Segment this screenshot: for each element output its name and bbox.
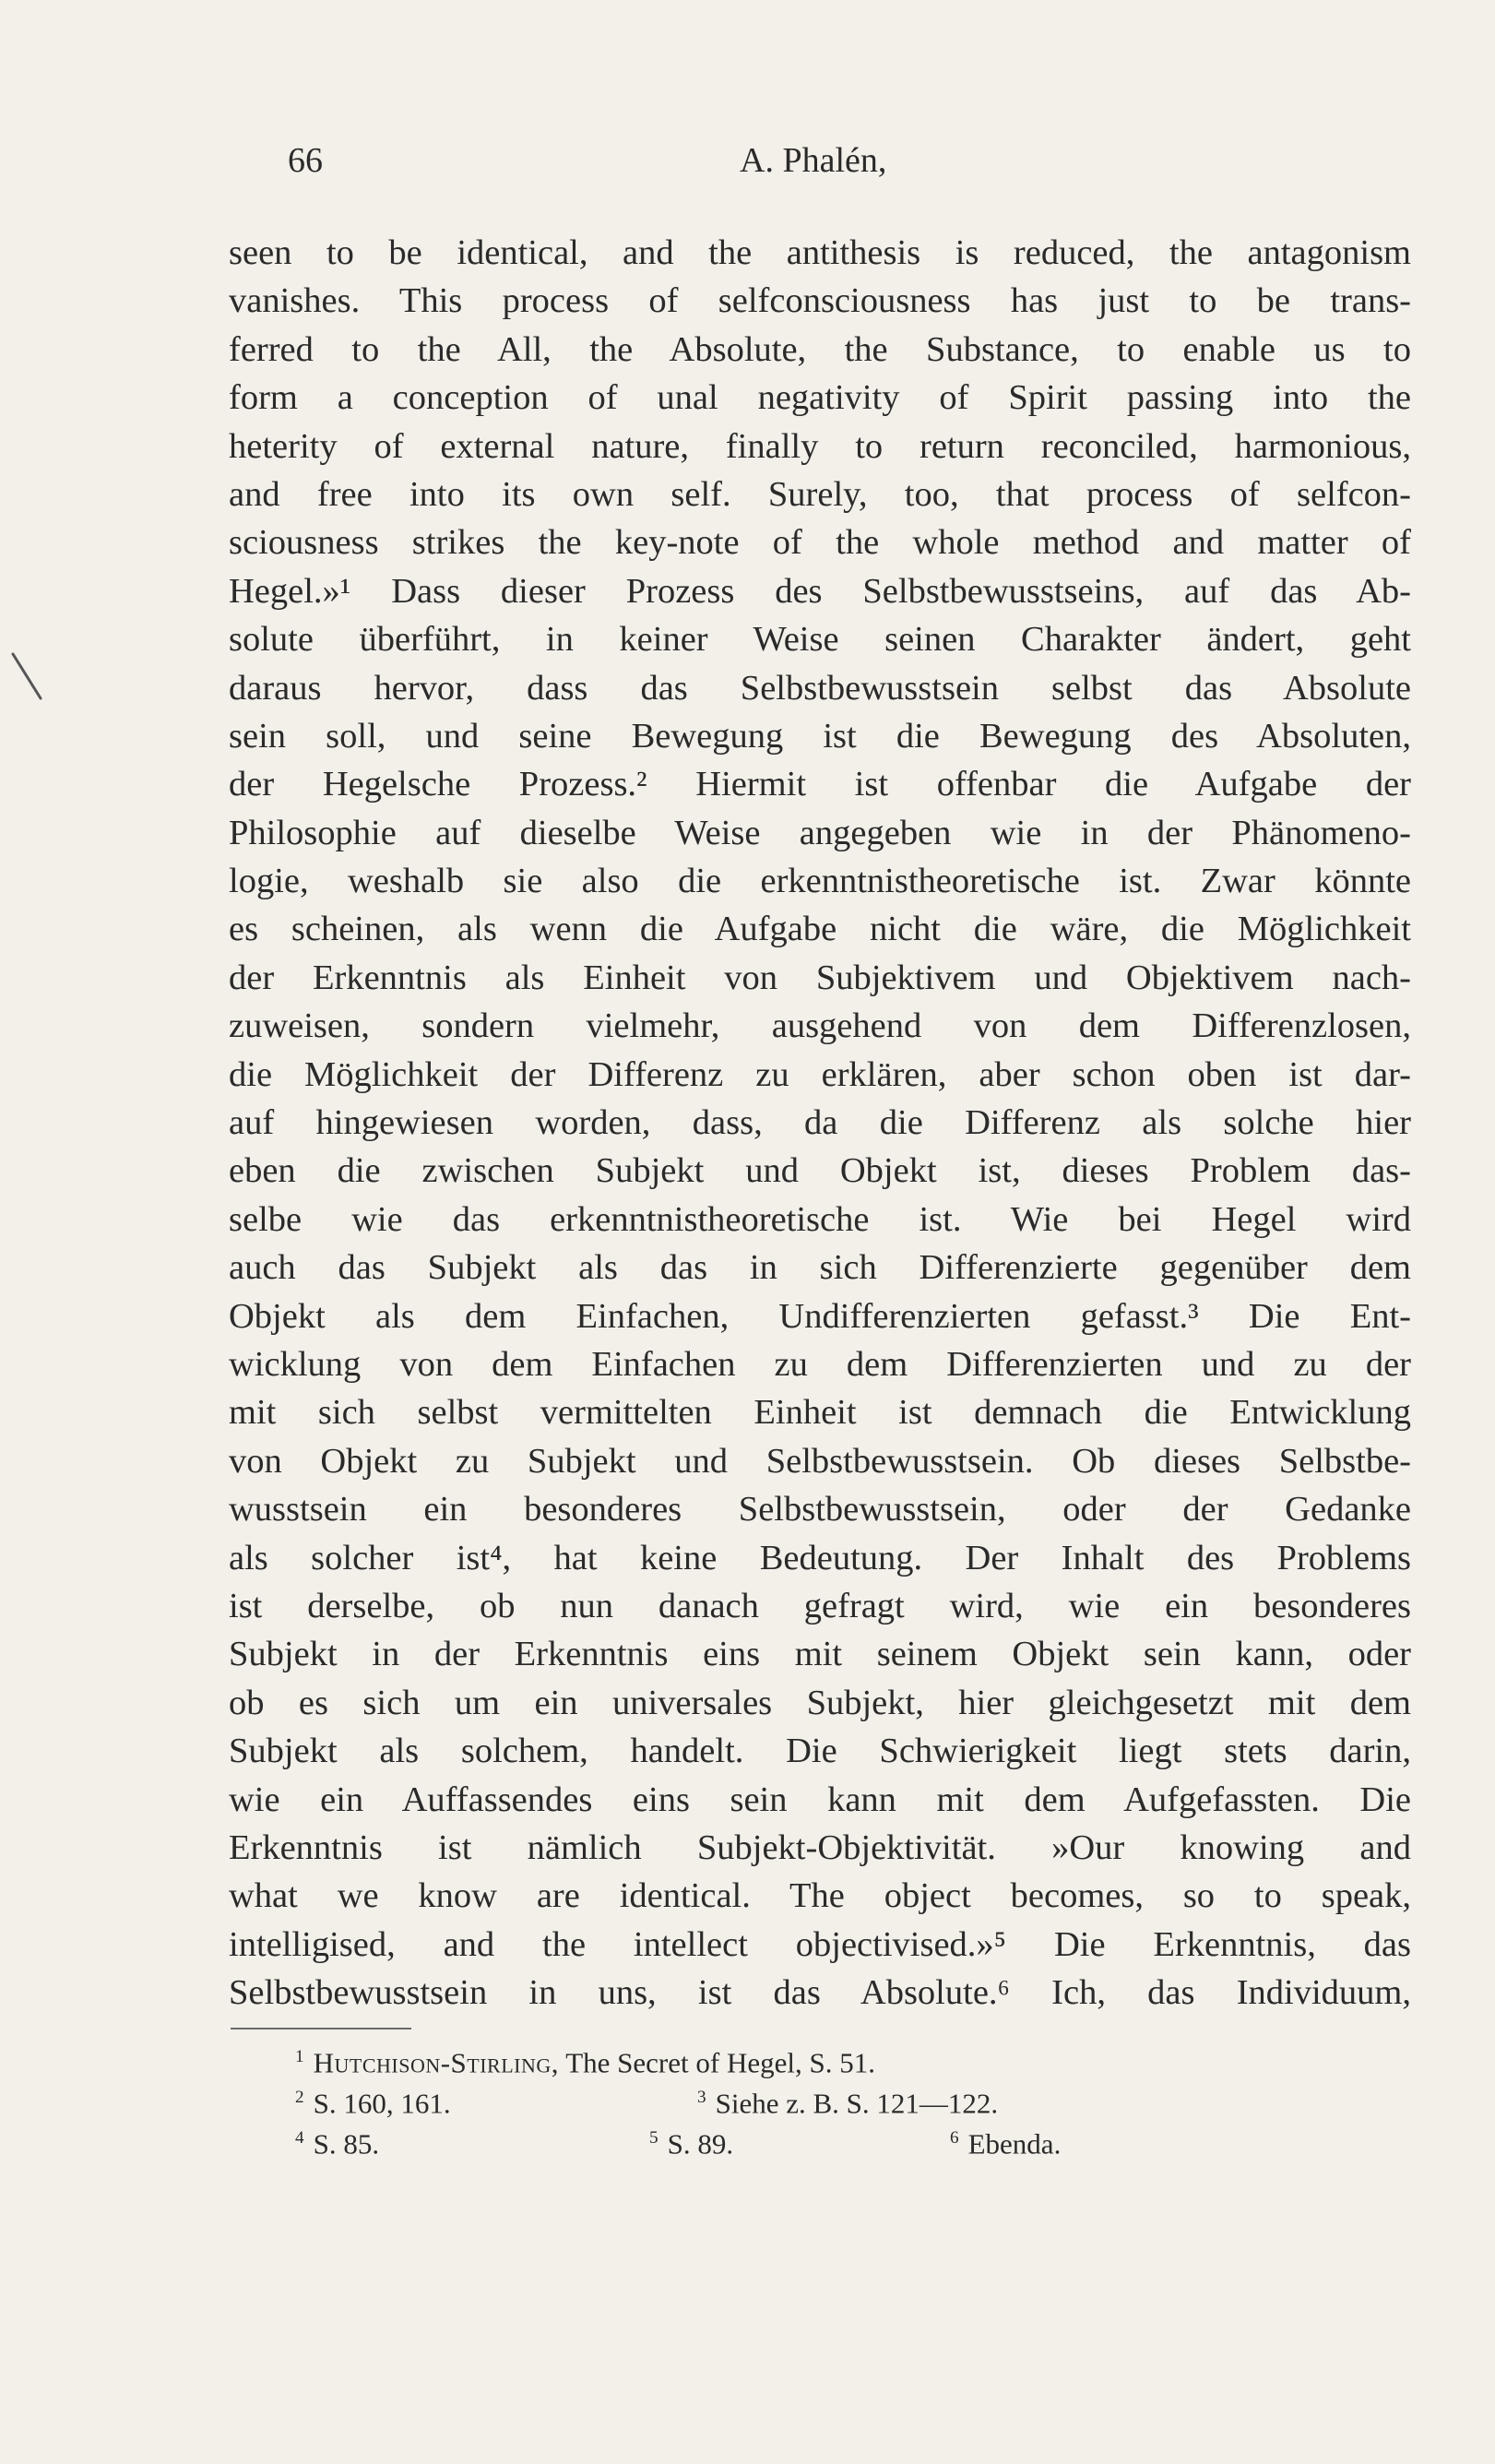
body-line: vanishes. This process of selfconsciousness has just to be trans- xyxy=(229,281,1411,321)
body-line: es scheinen, als wenn die Aufgabe nicht die wäre, die Möglichkeit xyxy=(229,910,1411,949)
body-line: seen to be identical, and the antithesis is reduced, the antagonism xyxy=(229,233,1411,272)
footnote-2 xyxy=(295,2077,451,2125)
body-line: Objekt als dem Einfachen, Undifferenzierten gefasst.³ Die Ent- xyxy=(229,1296,1411,1336)
footnote-1 xyxy=(295,2037,875,2084)
footnote-5 xyxy=(649,2118,733,2165)
body-line: ist derselbe, ob nun danach gefragt wird, wie ein besonderes xyxy=(229,1586,1411,1625)
body-line: Subjekt in der Erkenntnis eins mit seinem Objekt sein kann, oder xyxy=(229,1635,1411,1674)
footnote-rule xyxy=(231,2028,411,2030)
footnote-number: 3 xyxy=(697,2088,706,2107)
body-line: wie ein Auffassendes eins sein kann mit dem Aufgefassten. Die xyxy=(229,1780,1411,1819)
body-line: and free into its own self. Surely, too, that process of selfcon- xyxy=(229,474,1411,514)
body-line: sciousness strikes the key-note of the whole method and matter of xyxy=(229,523,1411,563)
footnote-text: The Secret of Hegel, S. 51. xyxy=(565,2046,875,2079)
body-line: intelligised, and the intellect objectivised.»⁵ Die Erkenntnis, das xyxy=(229,1924,1411,1964)
footnote-number: 6 xyxy=(950,2128,959,2148)
running-head xyxy=(288,140,952,196)
footnote-row-2 xyxy=(295,2077,1217,2118)
footnote-number: 4 xyxy=(295,2128,304,2148)
body-line: Subjekt als solchem, handelt. Die Schwierigkeit liegt stets darin, xyxy=(229,1732,1411,1771)
footnote-number: 2 xyxy=(295,2088,304,2107)
body-line: die Möglichkeit der Differenz zu erklären, aber schon oben ist dar- xyxy=(229,1054,1411,1094)
footnote-3 xyxy=(697,2077,998,2125)
body-line: von Objekt zu Subjekt und Selbstbewusstsein. Ob dieses Selbstbe- xyxy=(229,1441,1411,1481)
footnote-4 xyxy=(295,2118,379,2165)
footnote-author: Hutchison-Stirling, xyxy=(313,2046,560,2079)
body-line: der Erkenntnis als Einheit von Subjektivem und Objektivem nach- xyxy=(229,958,1411,997)
body-line: Philosophie auf dieselbe Weise angegeben wie in der Phänomeno- xyxy=(229,813,1411,852)
body-line: Erkenntnis ist nämlich Subjekt-Objektivität. »Our knowing and xyxy=(229,1827,1411,1867)
running-title: A. Phalén, xyxy=(740,141,887,180)
page-number: 66 xyxy=(288,141,323,180)
body-line: Selbstbewusstsein in uns, ist das Absolute.⁶ Ich, das Individuum, xyxy=(229,1973,1411,2013)
footnote-row-1 xyxy=(295,2037,1217,2077)
footnote-text: Ebenda. xyxy=(967,2127,1062,2160)
body-line: zuweisen, sondern vielmehr, ausgehend von dem Differenzlosen, xyxy=(229,1006,1411,1046)
body-line: der Hegelsche Prozess.² Hiermit ist offenbar die Aufgabe der xyxy=(229,765,1411,804)
body-line: auf hingewiesen worden, dass, da die Differenz als solche hier xyxy=(229,1103,1411,1143)
footnote-text: S. 89. xyxy=(667,2127,734,2160)
body-line: eben die zwischen Subjekt und Objekt ist, dieses Problem das- xyxy=(229,1151,1411,1191)
body-line: ob es sich um ein universales Subjekt, hier gleichgesetzt mit dem xyxy=(229,1683,1411,1722)
body-line: als solcher ist⁴, hat keine Bedeutung. Der Inhalt des Problems xyxy=(229,1538,1411,1577)
body-line: daraus hervor, dass das Selbstbewusstsein selbst das Absolute xyxy=(229,668,1411,708)
body-line: logie, weshalb sie also die erkenntnistheoretische ist. Zwar könnte xyxy=(229,862,1411,901)
body-line: form a conception of unal negativity of Spirit passing into the xyxy=(229,378,1411,418)
footnote-text: S. 160, 161. xyxy=(313,2087,451,2120)
body-text xyxy=(229,229,1411,2017)
body-line: wicklung von dem Einfachen zu dem Differenzierten und zu der xyxy=(229,1344,1411,1384)
footnote-number: 1 xyxy=(295,2047,304,2066)
margin-pencil-mark xyxy=(9,650,46,706)
body-line: ferred to the All, the Absolute, the Substance, to enable us to xyxy=(229,329,1411,369)
footnotes xyxy=(295,2037,1217,2159)
footnote-number: 5 xyxy=(649,2128,659,2148)
body-line: heterity of external nature, finally to return reconciled, harmonious, xyxy=(229,426,1411,466)
body-line: sein soll, und seine Bewegung ist die Bewegung des Absoluten, xyxy=(229,716,1411,756)
body-line: auch das Subjekt als das in sich Differenzierte gegenüber dem xyxy=(229,1248,1411,1288)
body-line: wusstsein ein besonderes Selbstbewusstsein, oder der Gedanke xyxy=(229,1490,1411,1530)
footnote-text: Siehe z. B. S. 121—122. xyxy=(715,2087,999,2120)
body-line: Hegel.»¹ Dass dieser Prozess des Selbstbewusstseins, auf das Ab- xyxy=(229,571,1411,611)
body-line: what we know are identical. The object becomes, so to speak, xyxy=(229,1876,1411,1916)
body-line: selbe wie das erkenntnistheoretische ist. Wie bei Hegel wird xyxy=(229,1199,1411,1239)
body-line: mit sich selbst vermittelten Einheit ist demnach die Entwicklung xyxy=(229,1393,1411,1433)
footnote-row-3 xyxy=(295,2118,1217,2159)
footnote-text: S. 85. xyxy=(313,2127,380,2160)
body-line: solute überführt, in keiner Weise seinen Charakter ändert, geht xyxy=(229,620,1411,660)
footnote-6 xyxy=(950,2118,1061,2165)
